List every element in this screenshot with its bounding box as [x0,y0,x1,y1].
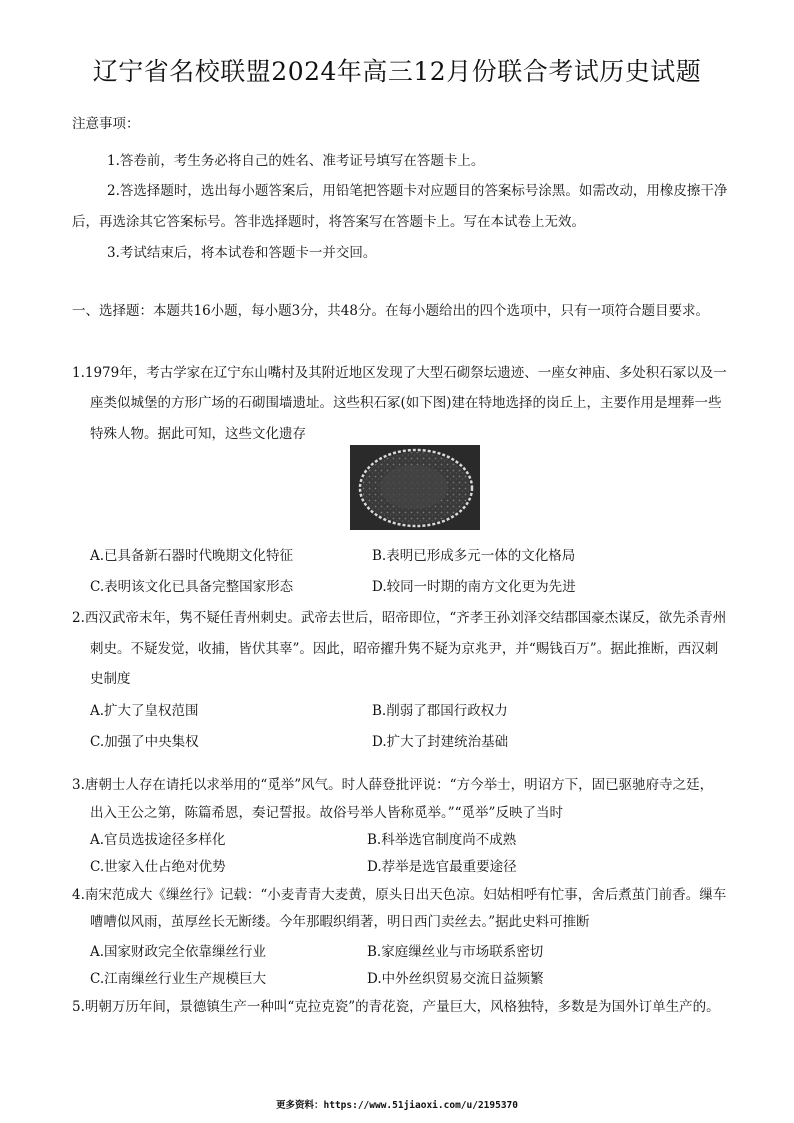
question-1-option-d: D.较同一时期的南方文化更为先进 [372,579,576,595]
question-2-option-a: A.扩大了皇权范围 [90,703,199,719]
question-5-line-1: 5.明朝万历年间，景德镇生产一种叫“克拉克瓷”的青花瓷，产量巨大，风格独特，多数是为国外订单生产的。 [72,999,720,1015]
question-2-option-b: B.削弱了郡国行政权力 [372,703,508,719]
section-heading: 一、选择题：本题共16小题，每小题3分，共48分。在每小题给出的四个选项中，只有一项符合题目要求。 [72,303,709,319]
question-1-option-a: A.已具备新石器时代晚期文化特征 [90,548,294,564]
question-2-line-1: 2.西汉武帝末年，隽不疑任青州刺史。武帝去世后，昭帝即位，“齐孝王孙刘泽交结郡国豪杰谋反，欲先杀青州 [72,610,727,626]
question-2-line-2: 刺史。不疑发觉，收捕，皆伏其辜”。因此，昭帝擢升隽不疑为京兆尹，并“赐钱百万”。据此推断，西汉刺 [90,641,719,657]
question-2-line-3: 史制度 [90,671,131,687]
question-1-line-1: 1.1979年，考古学家在辽宁东山嘴村及其附近地区发现了大型石砌祭坛遗迹、一座女神庙、多处积石冢以及一 [72,365,727,381]
question-3-line-2: 出入王公之第，陈篇希恩，奏记誓报。故俗号举人皆称觅举。”“觅举”反映了当时 [90,805,563,821]
notice-item-3: 3.考试结束后，将本试卷和答题卡一并交回。 [107,245,377,261]
question-1-line-2: 座类似城堡的方形广场的石砌围墙遗址。这些积石冢(如下图)建在特地选择的岗丘上，主要作用是埋葬一些 [90,395,722,411]
notice-heading: 注意事项： [72,116,140,132]
question-1-line-3: 特殊人物。据此可知，这些文化遗存 [90,426,306,442]
notice-item-1: 1.答卷前，考生务必将自己的姓名、准考证号填写在答题卡上。 [107,153,485,169]
footer-link[interactable]: 更多资料：https://www.51jiaoxi.com/u/2195370 [276,1100,518,1111]
question-1-option-b: B.表明已形成多元一体的文化格局 [372,548,576,564]
question-1-option-c: C.表明该文化已具备完整国家形态 [90,579,294,595]
question-2-option-d: D.扩大了封建统治基础 [372,734,509,750]
question-4-option-d: D.中外丝织贸易交流日益频繁 [367,971,544,987]
page-title: 辽宁省名校联盟2024年高三12月份联合考试历史试题 [92,57,702,86]
question-3-option-b: B.科举选官制度尚不成熟 [367,832,517,848]
question-4-option-a: A.国家财政完全依靠缫丝行业 [90,944,267,960]
question-3-line-1: 3.唐朝士人存在请托以求举用的“觅举”风气。时人薛登批评说：“方今举士，明诏方下，固已驱驰府寺之廷， [72,777,714,793]
notice-item-2-line-2: 后，再选涂其它答案标号。答非选择题时，将答案写在答题卡上。写在本试卷上无效。 [72,214,585,230]
question-4-option-b: B.家庭缫丝业与市场联系密切 [367,944,544,960]
question-3-option-c: C.世家入仕占绝对优势 [90,859,226,875]
question-4-option-c: C.江南缫丝行业生产规模巨大 [90,971,267,987]
question-4-line-2: 嘈嘈似风雨，茧厚丝长无断缕。今年那暇织绢著，明日西门卖丝去。”据此史料可推断 [90,914,590,930]
question-3-option-a: A.官员选拔途径多样化 [90,832,226,848]
notice-item-2-line-1: 2.答选择题时，选出每小题答案后，用铅笔把答题卡对应题目的答案标号涂黑。如需改动，用橡皮擦干净 [107,183,728,199]
question-3-option-d: D.荐举是选官最重要途径 [367,859,517,875]
question-4-line-1: 4.南宋范成大《缫丝行》记载：“小麦青青大麦黄，原头日出天色凉。妇姑相呼有忙事，舍后煮茧门前香。缫车 [72,887,727,903]
stone-cairn-photo [350,445,480,530]
question-2-option-c: C.加强了中央集权 [90,734,199,750]
